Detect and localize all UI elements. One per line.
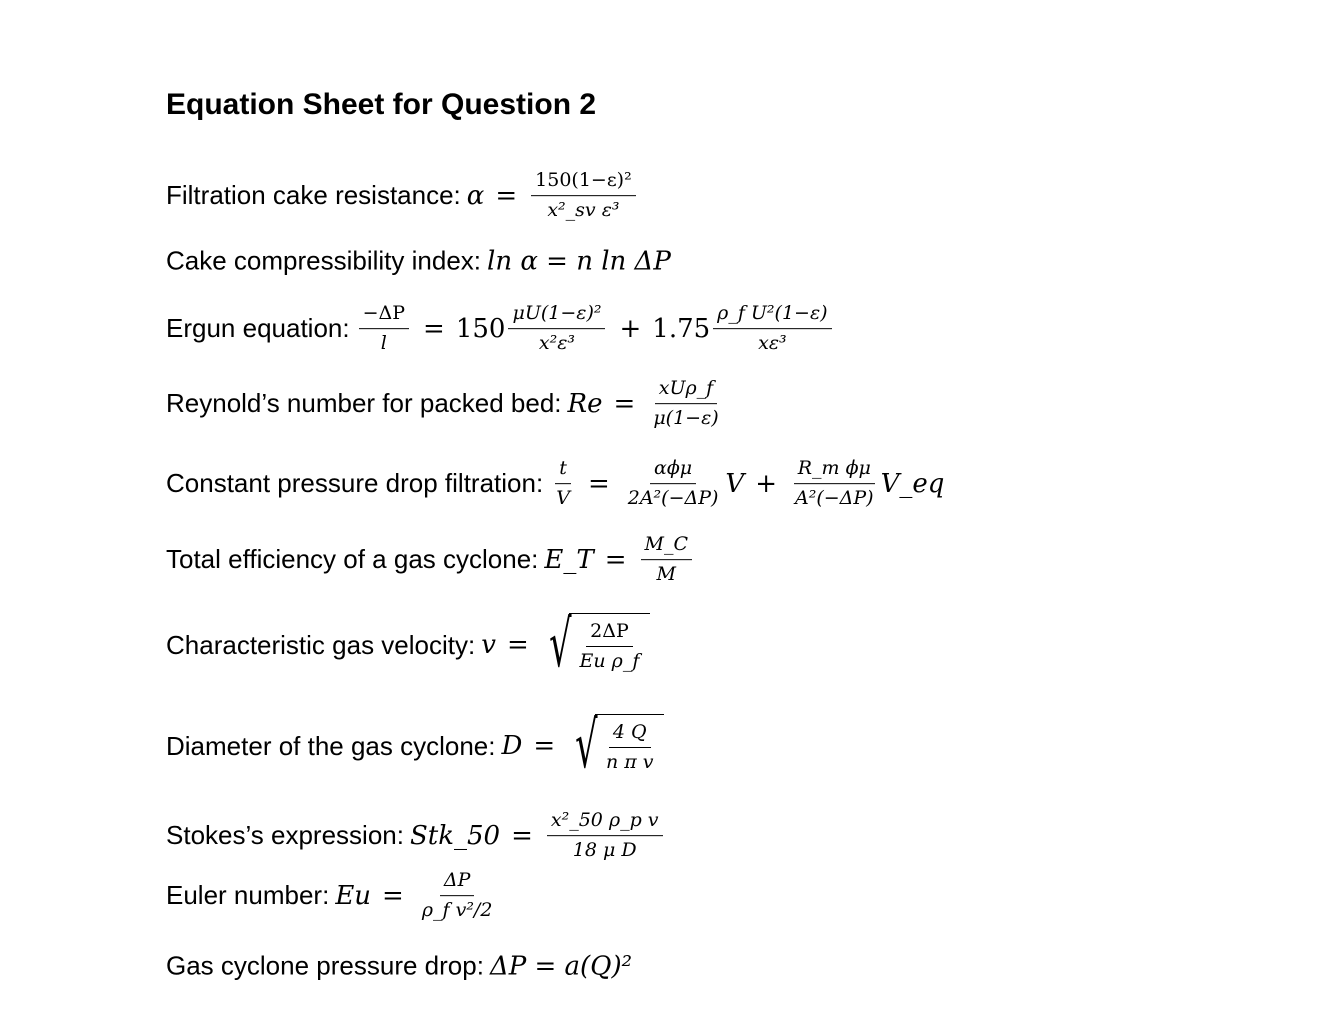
fraction xyxy=(602,722,658,774)
viscous-term-fraction xyxy=(508,303,605,355)
plus-sign: + xyxy=(755,469,777,499)
numerator: −ΔP xyxy=(359,303,409,329)
numerator: t xyxy=(555,458,571,484)
equals-sign: = xyxy=(533,731,556,761)
compressibility-formula: ln α = n ln ΔP xyxy=(487,246,671,276)
square-root xyxy=(540,608,651,682)
lhs-fraction xyxy=(552,458,574,510)
volume-symbol: V xyxy=(725,469,745,499)
equation-label: Filtration cake resistance: xyxy=(166,180,461,211)
second-term-fraction xyxy=(791,458,878,510)
lhs-fraction xyxy=(359,303,409,355)
denominator: Eu ρ_f xyxy=(579,649,640,672)
numerator: x²_50 ρ_p v xyxy=(547,810,663,836)
denominator: x²_sv ε³ xyxy=(547,199,620,221)
fraction xyxy=(547,810,663,862)
equals-sign: = xyxy=(506,630,529,660)
equation-label: Cake compressibility index: xyxy=(166,245,482,276)
numerator: μU(1−ε)² xyxy=(508,303,605,329)
numerator: 2ΔP xyxy=(586,621,633,647)
equation-label: Stokes’s expression: xyxy=(166,820,404,851)
numerator: ρ_f U²(1−ε) xyxy=(713,303,831,329)
denominator: 2A²(−ΔP) xyxy=(627,487,719,509)
equation-label: Ergun equation: xyxy=(166,313,350,344)
fraction xyxy=(418,870,497,922)
denominator: xε³ xyxy=(758,332,787,354)
equals-sign: = xyxy=(495,181,518,211)
denominator: A²(−ΔP) xyxy=(795,487,874,509)
page-title: Equation Sheet for Question 2 xyxy=(166,88,597,121)
equation-label: Total efficiency of a gas cyclone: xyxy=(166,544,539,575)
equation-label: Reynold’s number for packed bed: xyxy=(166,388,562,419)
denominator: μ(1−ε) xyxy=(653,407,719,429)
radical-icon: √ xyxy=(548,608,572,682)
numerator: ΔP xyxy=(440,870,475,896)
equation-label: Constant pressure drop filtration: xyxy=(166,468,544,499)
equation-label: Diameter of the gas cyclone: xyxy=(166,730,496,761)
denominator: n π v xyxy=(605,750,654,773)
equals-sign: = xyxy=(587,469,610,499)
equals-sign: = xyxy=(423,314,445,344)
euler-symbol: Eu xyxy=(335,881,372,911)
denominator: V xyxy=(556,487,570,509)
equals-sign: = xyxy=(604,545,627,575)
fraction xyxy=(649,378,722,430)
fraction xyxy=(641,534,693,586)
radical-icon: √ xyxy=(575,709,598,783)
equation-label: Characteristic gas velocity: xyxy=(166,629,476,660)
radicand xyxy=(595,714,665,778)
coefficient: 1.75 xyxy=(652,314,711,344)
plus-sign: + xyxy=(619,314,642,344)
alpha-symbol: α xyxy=(466,181,485,211)
equals-sign: = xyxy=(382,881,404,911)
equivalent-volume-symbol: V_eq xyxy=(880,469,945,499)
denominator: ρ_f v²/2 xyxy=(421,899,493,921)
fraction xyxy=(576,621,644,673)
numerator: M_C xyxy=(641,534,693,560)
equation-label: Euler number: xyxy=(166,880,330,911)
coefficient: 150 xyxy=(455,314,506,344)
efficiency-symbol: E_T xyxy=(544,545,594,575)
equals-sign: = xyxy=(511,821,533,851)
denominator: l xyxy=(380,332,387,354)
denominator: 18 μ D xyxy=(572,839,637,861)
denominator: M xyxy=(656,563,677,585)
denominator: x²ε³ xyxy=(538,332,576,354)
pressure-drop-formula: ΔP = a(Q)² xyxy=(489,951,633,981)
stokes-symbol: Stk_50 xyxy=(409,821,501,851)
radicand xyxy=(569,613,651,677)
inertial-term-fraction xyxy=(713,303,831,355)
velocity-symbol: v xyxy=(481,630,496,660)
reynolds-symbol: Re xyxy=(567,389,603,419)
numerator: R_m ϕμ xyxy=(794,458,875,484)
equals-sign: = xyxy=(613,389,636,419)
numerator: αϕμ xyxy=(650,458,696,484)
numerator: 150(1−ε)² xyxy=(531,170,636,196)
fraction xyxy=(531,170,636,222)
first-term-fraction xyxy=(624,458,723,510)
equation-label: Gas cyclone pressure drop: xyxy=(166,950,484,981)
square-root xyxy=(566,709,664,783)
diameter-symbol: D xyxy=(501,731,523,761)
numerator: xUρ_f xyxy=(655,378,717,404)
numerator: 4 Q xyxy=(609,722,651,748)
